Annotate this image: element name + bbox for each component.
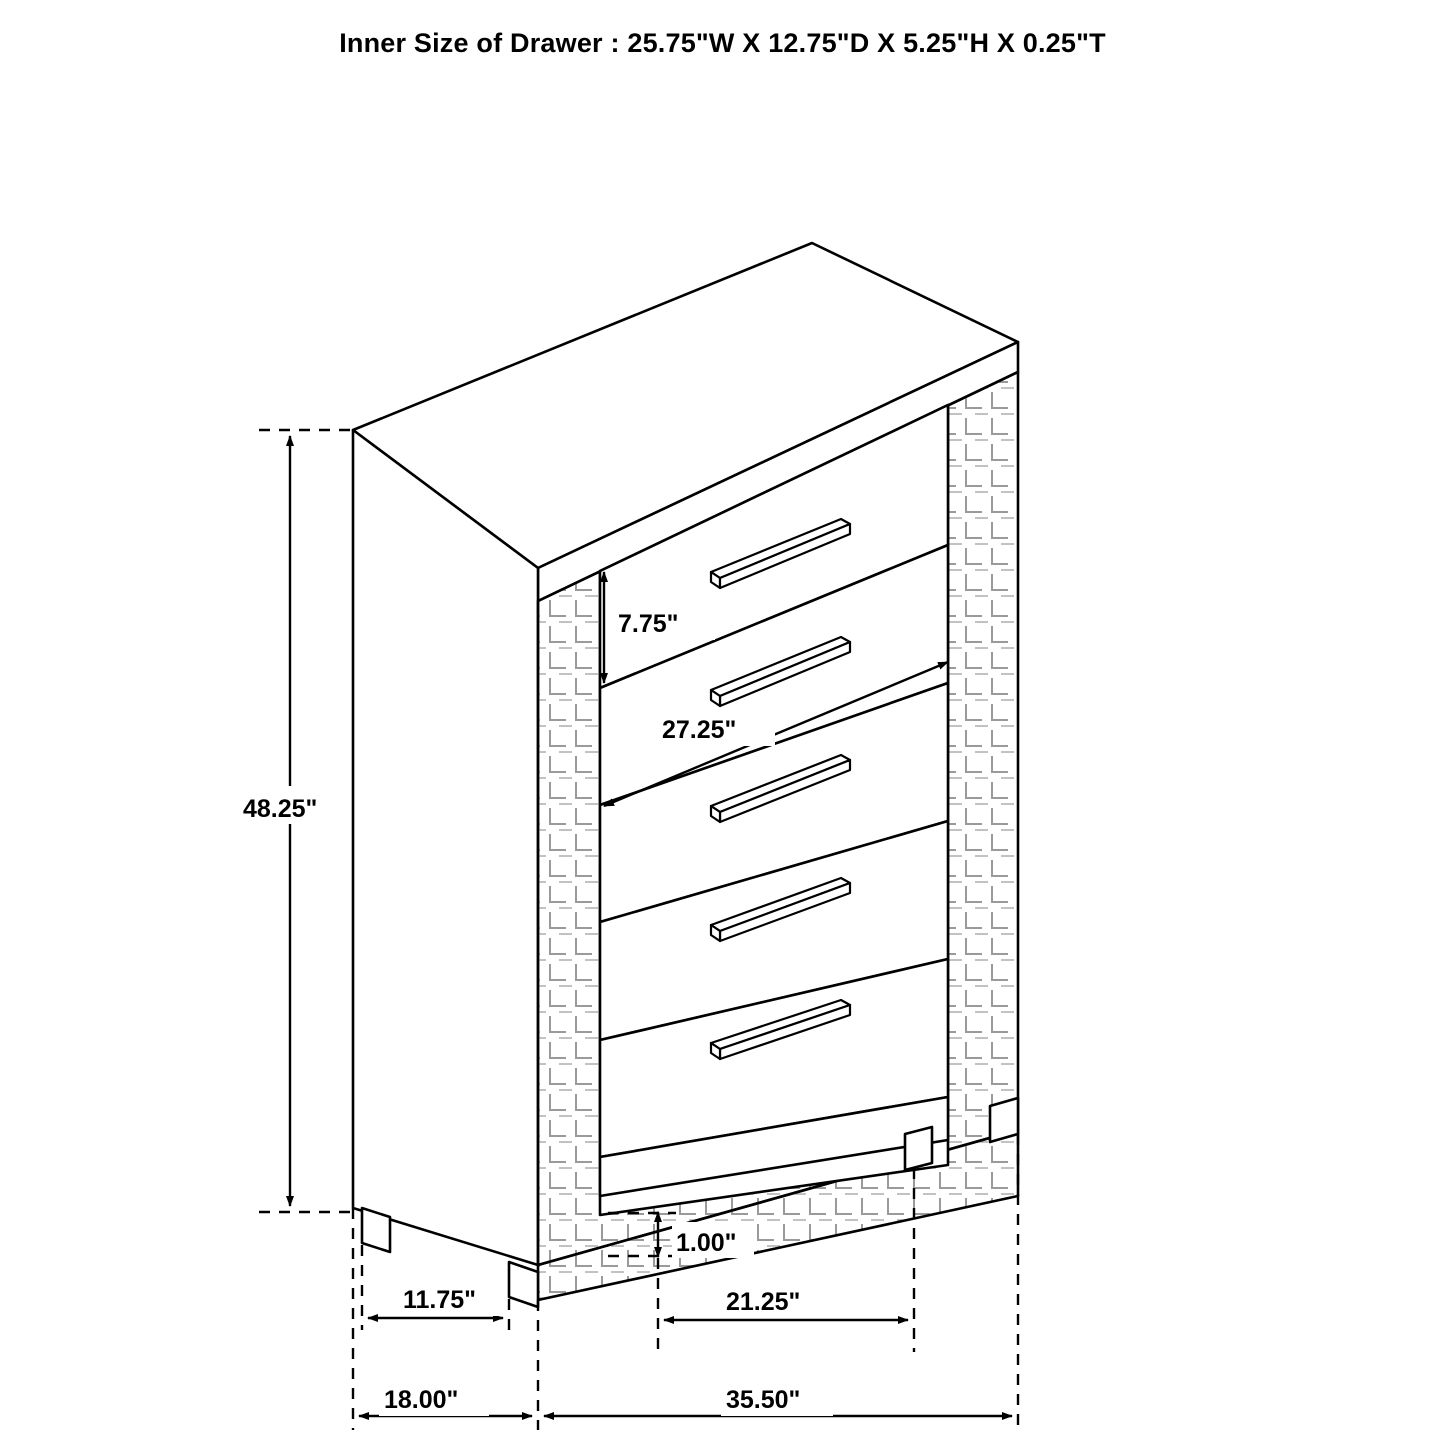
label-depth-side: 11.75" <box>403 1286 477 1314</box>
label-width-overall: 35.50" <box>726 1386 801 1414</box>
label-depth-overall: 18.00" <box>384 1386 459 1414</box>
chest-body <box>353 243 1018 1307</box>
foot-right-front <box>905 1127 932 1170</box>
label-foot-height: 1.00" <box>676 1229 737 1257</box>
label-inner-width: 21.25" <box>726 1288 801 1316</box>
page-title: Inner Size of Drawer : 25.75"W X 12.75"D X 5.25"H X 0.25"T <box>339 28 1106 58</box>
foot-left-back <box>362 1208 390 1252</box>
label-drawer-front-height: 7.75" <box>618 610 679 638</box>
foot-left-front <box>509 1262 538 1307</box>
label-drawer-front-width: 27.25" <box>662 716 737 744</box>
label-height-overall: 48.25" <box>243 795 318 823</box>
foot-right-back <box>990 1098 1018 1142</box>
chest-left-side <box>353 430 538 1265</box>
